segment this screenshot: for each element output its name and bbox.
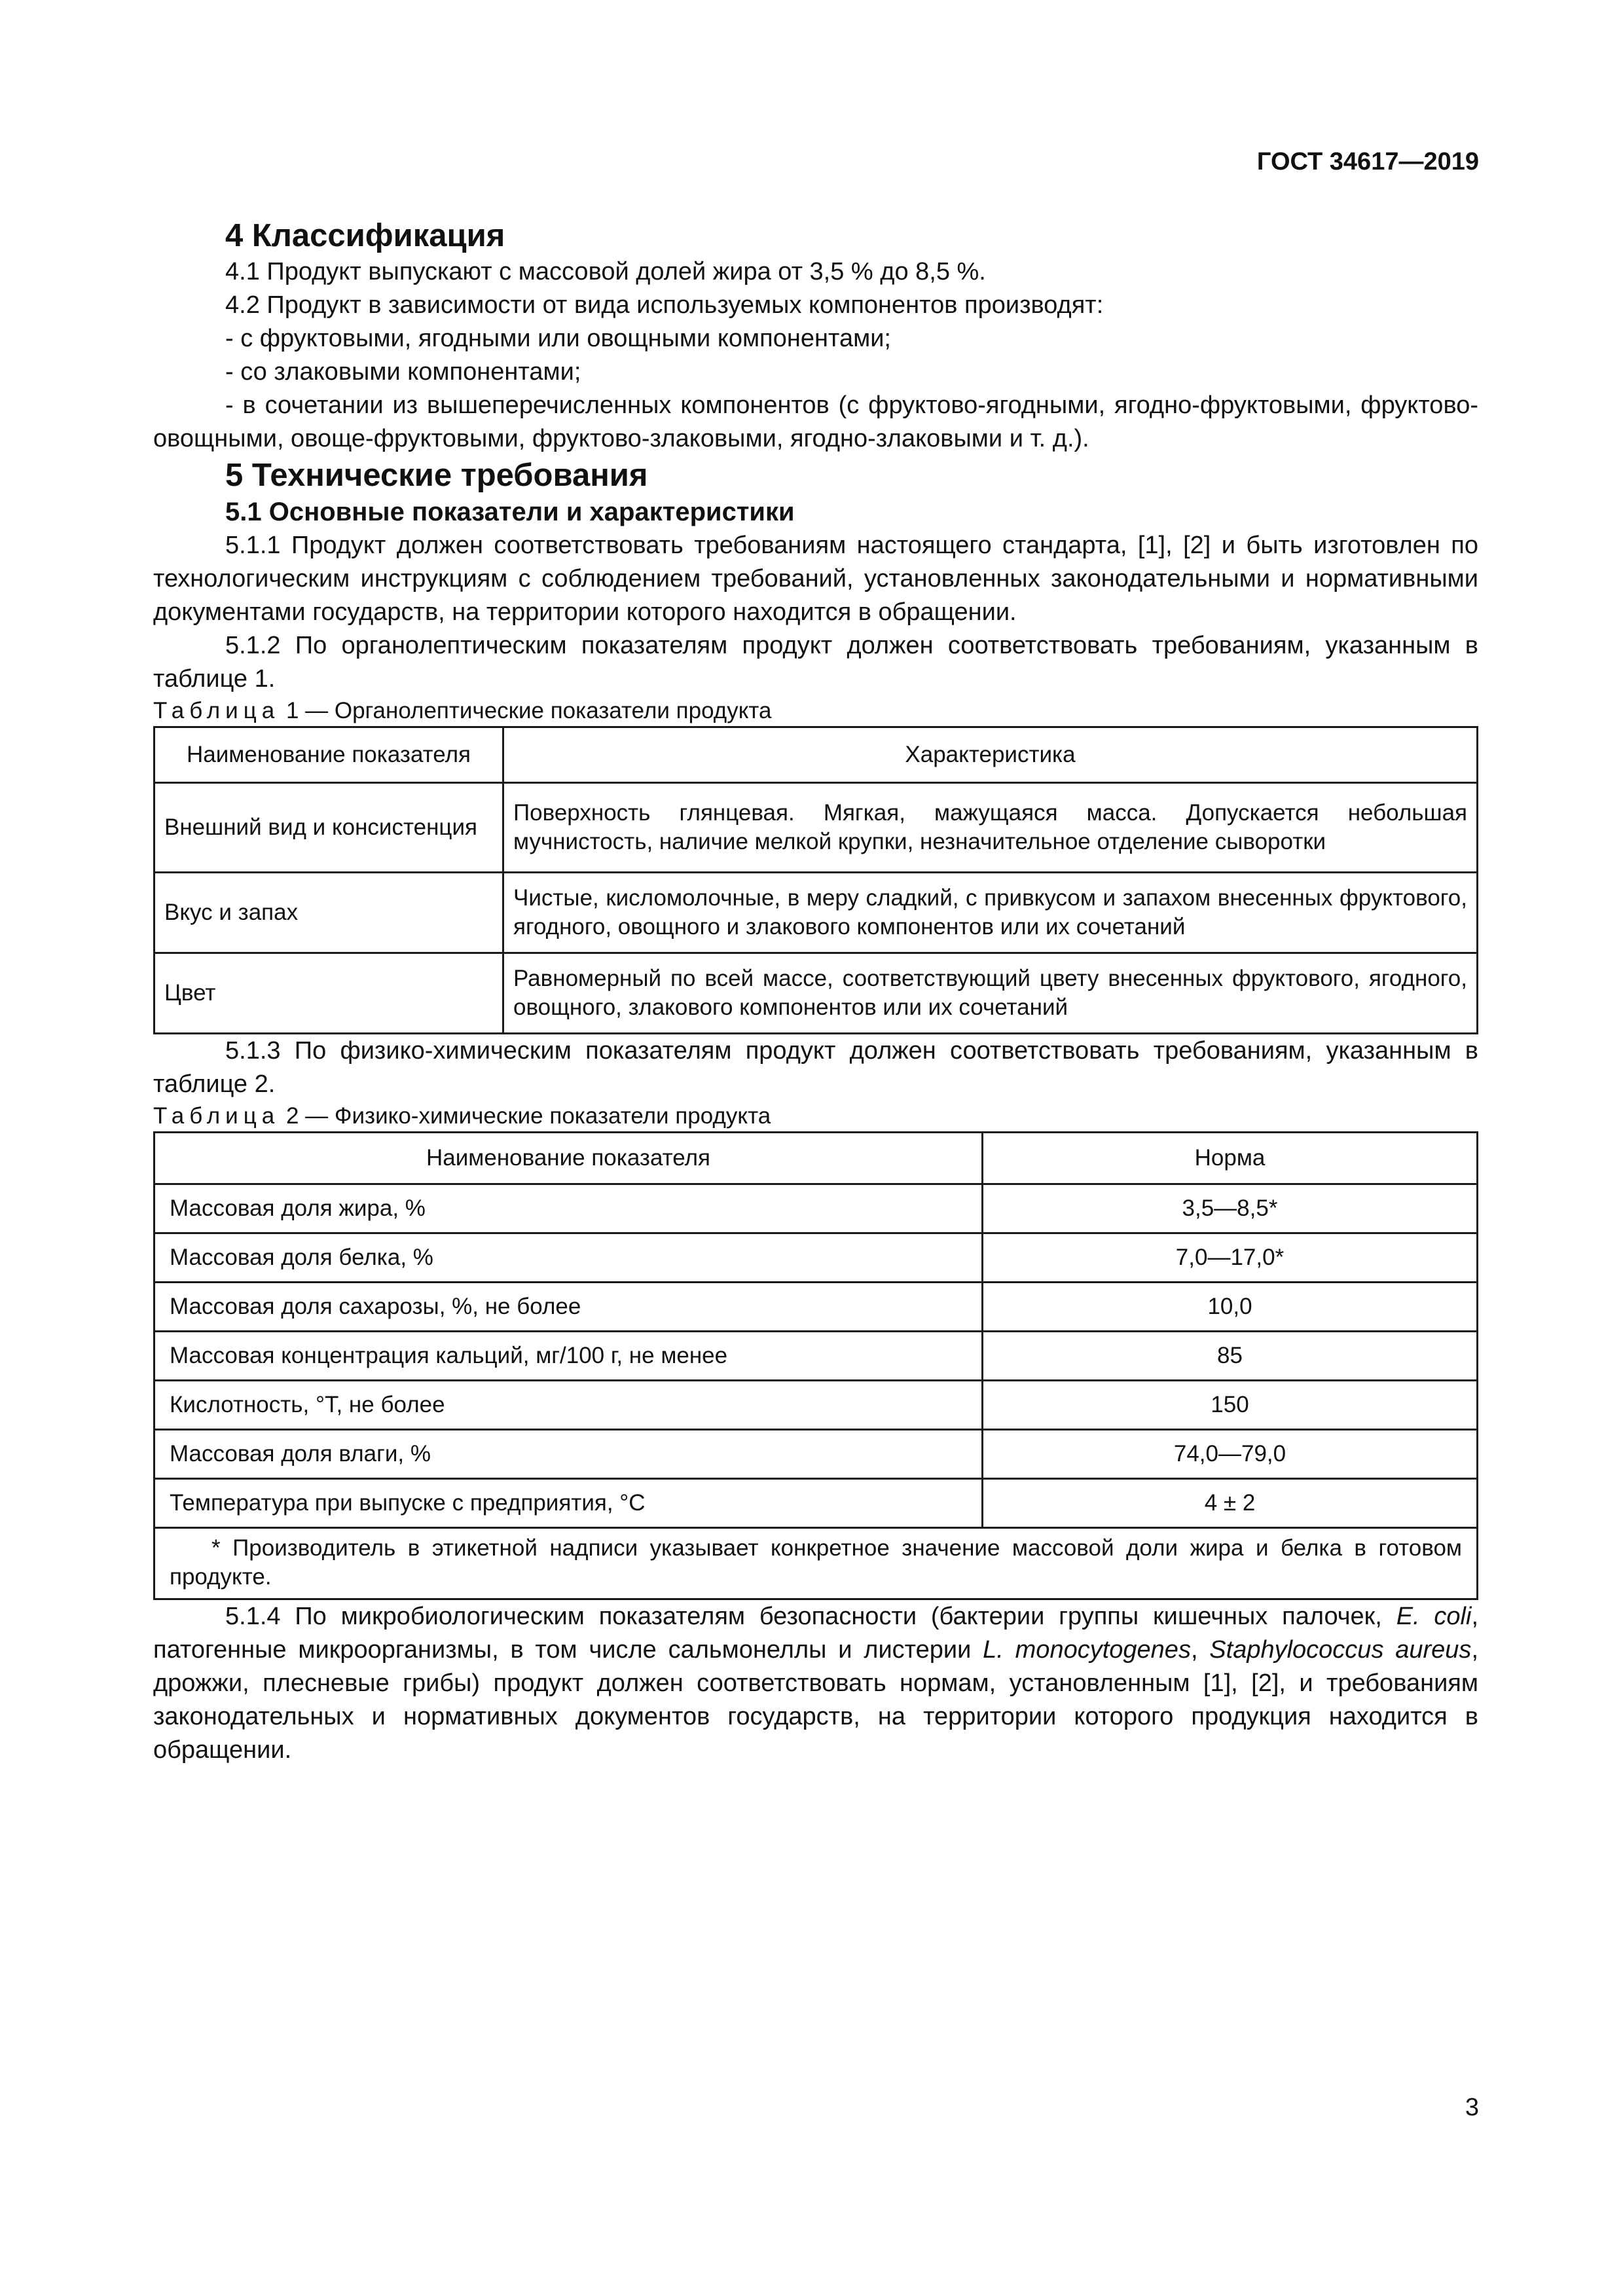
text-run: 5.1.4 По микробиологическим показателям безопасности (бактерии группы кишечных палочек, <box>225 1603 1396 1630</box>
subsection-5-1-title: 5.1 Основные показатели и характеристики <box>225 498 795 526</box>
table-cell: Температура при выпуске с предприятия, °С <box>155 1479 983 1528</box>
page-number: 3 <box>1465 2094 1479 2121</box>
list-item: - в сочетании из вышеперечисленных компонентов (с фруктово-ягодными, ягодно-фруктовыми, фруктово-овощными, овоще-фруктовыми, фруктово-злаковыми, ягодно-злаковыми и т. д.). <box>153 392 1478 452</box>
table-row <box>155 783 1478 873</box>
text-run: , патогенные микроорганизмы, в том числе сальмонеллы и листерии <box>153 1603 1478 1664</box>
table-cell: 74,0—79,0 <box>983 1430 1478 1479</box>
table-cell: Массовая доля белка, % <box>155 1233 983 1283</box>
table-row <box>155 1430 1478 1479</box>
table-row <box>155 1381 1478 1430</box>
footnote-text: * Производитель в этикетной надписи указывает конкретное значение массовой доли жира и белка в готовом продукте. <box>170 1535 1462 1590</box>
table-cell: 85 <box>983 1332 1478 1381</box>
table-cell: 150 <box>983 1381 1478 1430</box>
table-cell: Массовая доля жира, % <box>155 1184 983 1233</box>
physicochemical-table <box>153 1131 1478 1600</box>
organism-name: Staphylococcus aureus <box>1209 1636 1472 1664</box>
table-row <box>155 1332 1478 1381</box>
table-caption-text: 2 — Физико-химические показатели продукта <box>280 1103 771 1129</box>
column-header: Характеристика <box>503 727 1478 783</box>
table-caption-word: Таблица <box>153 698 280 723</box>
organism-name: E. coli <box>1396 1603 1472 1630</box>
table-1-caption <box>153 696 1478 726</box>
column-header: Наименование показателя <box>155 1133 983 1184</box>
table-cell: Цвет <box>155 953 503 1034</box>
table-header-row <box>155 1133 1478 1184</box>
paragraph-4-1: 4.1 Продукт выпускают с массовой долей жира от 3,5 % до 8,5 %. <box>225 258 986 285</box>
table-row <box>155 1233 1478 1283</box>
page-content <box>153 216 1478 1767</box>
table-header-row <box>155 727 1478 783</box>
table-caption-text: 1 — Органолептические показатели продукта <box>280 698 772 723</box>
table-cell: 3,5—8,5* <box>983 1184 1478 1233</box>
table-2-caption <box>153 1101 1478 1131</box>
table-cell: Кислотность, °Т, не более <box>155 1381 983 1430</box>
text-run: , <box>1190 1636 1210 1664</box>
table-cell: Массовая доля влаги, % <box>155 1430 983 1479</box>
table-row <box>155 873 1478 953</box>
paragraph-5-1-1: 5.1.1 Продукт должен соответствовать требованиям настоящего стандарта, [1], [2] и быть изготовлен по технологическим инструкциям с соблюдением требований, установленных законодательными и нормативными документами государств, на территории которого находится в обращении. <box>153 532 1478 626</box>
paragraph-5-1-2: 5.1.2 По органолептическим показателям продукт должен соответствовать требованиям, указанным в таблице 1. <box>153 632 1478 693</box>
organoleptic-table <box>153 726 1478 1034</box>
list-item: - со злаковыми компонентами; <box>225 358 581 386</box>
table-row <box>155 1479 1478 1528</box>
column-header: Наименование показателя <box>155 727 503 783</box>
table-row <box>155 953 1478 1034</box>
paragraph-4-2: 4.2 Продукт в зависимости от вида используемых компонентов производят: <box>225 291 1104 319</box>
table-cell: 7,0—17,0* <box>983 1233 1478 1283</box>
table-cell: 10,0 <box>983 1283 1478 1332</box>
table-caption-word: Таблица <box>153 1103 280 1129</box>
table-cell: Внешний вид и консистенция <box>155 783 503 873</box>
table-cell: 4 ± 2 <box>983 1479 1478 1528</box>
column-header: Норма <box>983 1133 1478 1184</box>
section-4-title: 4 Классификация <box>225 218 505 253</box>
list-item: - с фруктовыми, ягодными или овощными компонентами; <box>225 325 891 352</box>
table-cell: Равномерный по всей массе, соответствующий цвету внесенных фруктового, ягодного, овощного, злакового компонентов или их сочетаний <box>503 953 1478 1034</box>
table-cell: Массовая доля сахарозы, %, не более <box>155 1283 983 1332</box>
document-number: ГОСТ 34617—2019 <box>1256 148 1479 175</box>
section-5-title: 5 Технические требования <box>225 458 648 493</box>
organism-name: L. monocytogenes <box>983 1636 1191 1664</box>
table-row <box>155 1283 1478 1332</box>
table-cell: Вкус и запах <box>155 873 503 953</box>
table-cell: Чистые, кисломолочные, в меру сладкий, с привкусом и запахом внесенных фруктового, ягодного, овощного и злакового компонентов или их сочетаний <box>503 873 1478 953</box>
paragraph-5-1-3: 5.1.3 По физико-химическим показателям продукт должен соответствовать требованиям, указанным в таблице 2. <box>153 1037 1478 1098</box>
table-footnote-row <box>155 1528 1478 1599</box>
table-row <box>155 1184 1478 1233</box>
paragraph-5-1-4 <box>153 1600 1478 1767</box>
table-footnote <box>155 1528 1478 1599</box>
table-cell: Поверхность глянцевая. Мягкая, мажущаяся масса. Допускается небольшая мучнистость, наличие мелкой крупки, незначительное отделение сыворотки <box>503 783 1478 873</box>
text-run: , дрожжи, плесневые грибы) продукт должен соответствовать нормам, установленным [1], [2], и требованиям законодательных и нормативных документов государств, на территории которого продукция находится в обращении. <box>153 1636 1478 1764</box>
table-cell: Массовая концентрация кальций, мг/100 г, не менее <box>155 1332 983 1381</box>
